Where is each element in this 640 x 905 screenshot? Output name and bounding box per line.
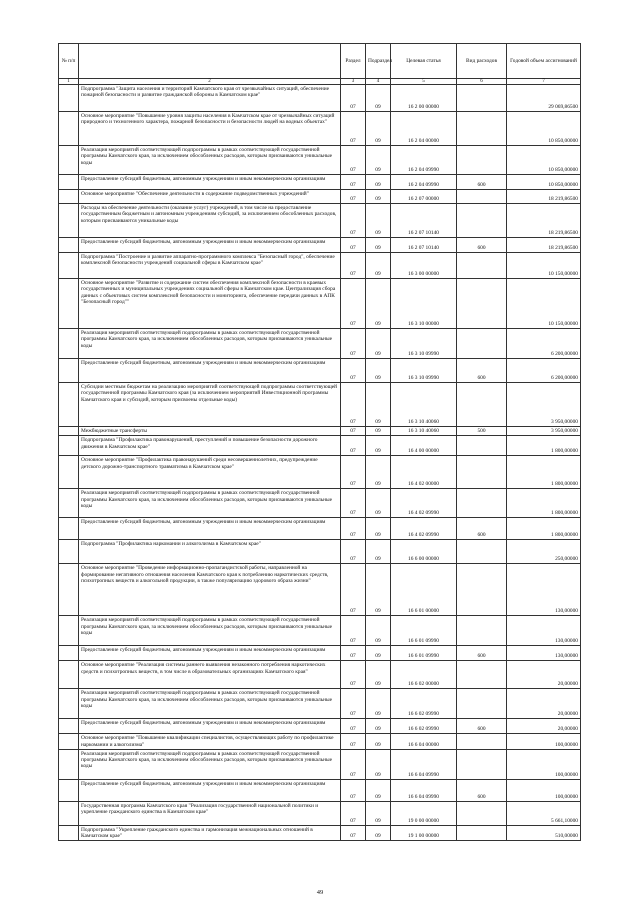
cell-name: Реализация мероприятий соответствующей подпрограммы в рамках соответствующей государственной программы Камчатского края, за исключением обособленных расходов, которым присваиваются уникальные коды bbox=[79, 749, 341, 779]
cell-csr: 19 0 00 00000 bbox=[391, 801, 457, 825]
cell-podrazdel: 09 bbox=[366, 689, 391, 719]
cell-amount: 3 950,00000 bbox=[507, 427, 581, 436]
cell-amount: 510,00000 bbox=[507, 825, 581, 841]
cell-name: Основное мероприятие "Обеспечение деятельности в содержание подведомственных учреждений" bbox=[79, 190, 341, 204]
table-row bbox=[59, 734, 581, 750]
cell-name: Реализация мероприятий соответствующей подпрограммы в рамках соответствующей государственной программы Камчатского края, за исключением обособленных расходов, которым присваиваются уникальные коды bbox=[79, 616, 341, 646]
cell-csr: 16 2 00 00000 bbox=[391, 85, 457, 112]
cell-num bbox=[59, 204, 79, 238]
cell-csr: 16 3 10 40060 bbox=[391, 427, 457, 436]
cell-name: Реализация мероприятий соответствующей подпрограммы в рамках соответствующей государственной программы Камчатского края, за исключением обособленных расходов, которым присваиваются уникальные коды bbox=[79, 329, 341, 359]
cell-razdel: 07 bbox=[341, 779, 366, 801]
cell-podrazdel: 09 bbox=[366, 779, 391, 801]
cell-amount: 100,00000 bbox=[507, 779, 581, 801]
cell-amount: 130,00000 bbox=[507, 646, 581, 661]
cell-vr bbox=[457, 749, 507, 779]
cell-vr bbox=[457, 279, 507, 329]
cell-amount: 5 661,10000 bbox=[507, 801, 581, 825]
cell-name: Реализация мероприятий соответствующей подпрограммы в рамках соответствующей государственной программы Камчатского края, за исключением обособленных расходов, которым присваиваются уникальные коды bbox=[79, 689, 341, 719]
cell-amount: 6 200,00000 bbox=[507, 329, 581, 359]
cell-podrazdel: 09 bbox=[366, 540, 391, 564]
cell-razdel: 07 bbox=[341, 253, 366, 279]
cell-csr: 16 6 01 09990 bbox=[391, 646, 457, 661]
cell-razdel: 07 bbox=[341, 85, 366, 112]
cell-name: Предоставление субсидий бюджетным, автономным учреждениям и иным некоммерческим организациям bbox=[79, 779, 341, 801]
cell-razdel: 07 bbox=[341, 456, 366, 489]
cell-csr: 16 6 04 00000 bbox=[391, 734, 457, 750]
table-row bbox=[59, 646, 581, 661]
cell-vr: 600 bbox=[457, 646, 507, 661]
cell-razdel: 07 bbox=[341, 329, 366, 359]
cell-podrazdel: 09 bbox=[366, 383, 391, 427]
cell-name: Расходы на обеспечение деятельности (оказание услуг) учреждений, в том числе на предоставление государственным бюджетным и автономным учреждениям субсидий, за исключением обособленных расходов, которым присваиваются уникальные коды bbox=[79, 204, 341, 238]
cell-num bbox=[59, 540, 79, 564]
cell-amount: 250,00000 bbox=[507, 540, 581, 564]
cell-razdel: 07 bbox=[341, 616, 366, 646]
cell-podrazdel: 09 bbox=[366, 646, 391, 661]
cell-name: Подпрограмма "Укрепление гражданского единства и гармонизация межнациональных отношений в Камчатском крае" bbox=[79, 825, 341, 841]
cell-vr bbox=[457, 540, 507, 564]
cell-vr bbox=[457, 564, 507, 616]
cell-podrazdel: 09 bbox=[366, 359, 391, 383]
cell-vr: 600 bbox=[457, 359, 507, 383]
cell-vr bbox=[457, 801, 507, 825]
cell-num bbox=[59, 825, 79, 841]
cell-vr bbox=[457, 825, 507, 841]
cell-amount: 6 200,00000 bbox=[507, 359, 581, 383]
cell-csr: 16 6 00 00000 bbox=[391, 540, 457, 564]
cell-name: Предоставление субсидий бюджетным, автономным учреждениям и иным некоммерческим организациям bbox=[79, 719, 341, 734]
header-row bbox=[59, 44, 581, 79]
table-row bbox=[59, 661, 581, 689]
cell-amount: 3 950,00000 bbox=[507, 383, 581, 427]
table-row bbox=[59, 146, 581, 175]
table-row bbox=[59, 359, 581, 383]
cell-csr: 16 3 10 40060 bbox=[391, 383, 457, 427]
cell-num bbox=[59, 359, 79, 383]
cell-amount: 18 219,86500 bbox=[507, 204, 581, 238]
cell-vr: 600 bbox=[457, 238, 507, 253]
cell-num bbox=[59, 253, 79, 279]
cell-vr bbox=[457, 661, 507, 689]
cell-vr: 600 bbox=[457, 175, 507, 190]
col-number: 2 bbox=[79, 79, 341, 85]
cell-razdel: 07 bbox=[341, 279, 366, 329]
cell-vr bbox=[457, 253, 507, 279]
col-number: 1 bbox=[59, 79, 79, 85]
cell-amount: 10 150,00000 bbox=[507, 279, 581, 329]
cell-num bbox=[59, 85, 79, 112]
cell-num bbox=[59, 646, 79, 661]
cell-csr: 16 6 02 00000 bbox=[391, 661, 457, 689]
table-row bbox=[59, 253, 581, 279]
cell-name: Основное мероприятие "Повышение уровня защиты населения в Камчатском крае от чрезвычайных ситуаций природного и техногенного характера, пожарной безопасности и безопасности людей на водных объектах" bbox=[79, 112, 341, 146]
cell-podrazdel: 09 bbox=[366, 734, 391, 750]
table-row bbox=[59, 383, 581, 427]
table-row bbox=[59, 719, 581, 734]
cell-csr: 16 6 01 00000 bbox=[391, 564, 457, 616]
cell-podrazdel: 09 bbox=[366, 801, 391, 825]
cell-csr: 16 4 00 00000 bbox=[391, 436, 457, 456]
cell-podrazdel: 09 bbox=[366, 85, 391, 112]
cell-podrazdel: 09 bbox=[366, 661, 391, 689]
cell-csr: 16 3 10 09990 bbox=[391, 329, 457, 359]
cell-podrazdel: 09 bbox=[366, 253, 391, 279]
cell-num bbox=[59, 238, 79, 253]
cell-podrazdel: 09 bbox=[366, 204, 391, 238]
cell-name: Подпрограмма "Профилактика наркомании и алкоголизма в Камчатском крае" bbox=[79, 540, 341, 564]
cell-csr: 16 3 10 00000 bbox=[391, 279, 457, 329]
table-row bbox=[59, 279, 581, 329]
cell-num bbox=[59, 719, 79, 734]
cell-num bbox=[59, 734, 79, 750]
cell-name: Основное мероприятие "Развитие и содержание систем обеспечения комплексной безопасности в краевых государственных и муниципальных учреждениях социальной сферы в Камчатском крае. Централизация сбора данных с объектовых систем комплексной безопасности и мониторинга, обеспечение передачи данных в АПК "Безопасный город"" bbox=[79, 279, 341, 329]
cell-name: Предоставление субсидий бюджетным, автономным учреждениям и иным некоммерческим организациям bbox=[79, 518, 341, 540]
cell-podrazdel: 09 bbox=[366, 518, 391, 540]
cell-amount: 1 800,00000 bbox=[507, 456, 581, 489]
cell-vr: 600 bbox=[457, 779, 507, 801]
cell-csr: 16 6 04 09990 bbox=[391, 779, 457, 801]
cell-num bbox=[59, 616, 79, 646]
cell-num bbox=[59, 175, 79, 190]
cell-razdel: 07 bbox=[341, 801, 366, 825]
table-row bbox=[59, 779, 581, 801]
cell-csr: 16 2 07 10140 bbox=[391, 204, 457, 238]
cell-razdel: 07 bbox=[341, 204, 366, 238]
cell-num bbox=[59, 383, 79, 427]
cell-name: Предоставление субсидий бюджетным, автономным учреждениям и иным некоммерческим организациям bbox=[79, 238, 341, 253]
cell-razdel: 07 bbox=[341, 661, 366, 689]
cell-podrazdel: 09 bbox=[366, 427, 391, 436]
cell-razdel: 07 bbox=[341, 518, 366, 540]
col-number: 7 bbox=[507, 79, 581, 85]
cell-num bbox=[59, 749, 79, 779]
cell-name: Предоставление субсидий бюджетным, автономным учреждениям и иным некоммерческим организациям bbox=[79, 359, 341, 383]
table-row bbox=[59, 801, 581, 825]
table-row bbox=[59, 329, 581, 359]
cell-csr: 16 2 04 09990 bbox=[391, 146, 457, 175]
cell-amount: 100,00000 bbox=[507, 734, 581, 750]
cell-name: Подпрограмма "Профилактика правонарушений, преступлений и повышение безопасности дорожного движения в Камчатском крае" bbox=[79, 436, 341, 456]
cell-razdel: 07 bbox=[341, 238, 366, 253]
cell-name: Основное мероприятие "Профилактика правонарушений среди несовершеннолетних, предупреждение детского дорожно-транспортного травматизма в Камчатском крае" bbox=[79, 456, 341, 489]
cell-podrazdel: 09 bbox=[366, 616, 391, 646]
table-row bbox=[59, 204, 581, 238]
header-podrazdel: Подраздел bbox=[366, 44, 391, 79]
cell-amount: 29 069,86500 bbox=[507, 85, 581, 112]
cell-podrazdel: 09 bbox=[366, 564, 391, 616]
cell-num bbox=[59, 779, 79, 801]
table-row bbox=[59, 436, 581, 456]
header-vr: Вид расходов bbox=[457, 44, 507, 79]
cell-num bbox=[59, 427, 79, 436]
cell-podrazdel: 09 bbox=[366, 175, 391, 190]
cell-name: Реализация мероприятий соответствующей подпрограммы в рамках соответствующей государственной программы Камчатского края, за исключением обособленных расходов, которым присваиваются уникальные коды bbox=[79, 489, 341, 518]
cell-razdel: 07 bbox=[341, 175, 366, 190]
cell-vr bbox=[457, 190, 507, 204]
cell-vr bbox=[457, 204, 507, 238]
table-row bbox=[59, 540, 581, 564]
table-row bbox=[59, 518, 581, 540]
cell-num bbox=[59, 689, 79, 719]
table-row bbox=[59, 238, 581, 253]
cell-csr: 16 4 02 09990 bbox=[391, 518, 457, 540]
cell-num bbox=[59, 489, 79, 518]
cell-amount: 1 800,00000 bbox=[507, 489, 581, 518]
header-csr: Целевая статья bbox=[391, 44, 457, 79]
cell-podrazdel: 09 bbox=[366, 825, 391, 841]
header-num: № п/п bbox=[59, 44, 79, 79]
budget-table bbox=[58, 43, 581, 841]
cell-amount: 20,00000 bbox=[507, 689, 581, 719]
cell-vr bbox=[457, 383, 507, 427]
table-row bbox=[59, 825, 581, 841]
cell-razdel: 07 bbox=[341, 749, 366, 779]
cell-csr: 19 1 00 00000 bbox=[391, 825, 457, 841]
cell-amount: 130,00000 bbox=[507, 564, 581, 616]
table-row bbox=[59, 190, 581, 204]
cell-razdel: 07 bbox=[341, 359, 366, 383]
cell-amount: 1 800,00000 bbox=[507, 436, 581, 456]
cell-amount: 10 150,00000 bbox=[507, 253, 581, 279]
col-number: 6 bbox=[457, 79, 507, 85]
cell-vr bbox=[457, 146, 507, 175]
cell-csr: 16 6 02 09990 bbox=[391, 689, 457, 719]
cell-razdel: 07 bbox=[341, 427, 366, 436]
cell-num bbox=[59, 190, 79, 204]
cell-vr bbox=[457, 456, 507, 489]
cell-csr: 16 4 02 09990 bbox=[391, 489, 457, 518]
header-amount: Годовой объем ассигнований bbox=[507, 44, 581, 79]
table-row bbox=[59, 689, 581, 719]
table-row bbox=[59, 112, 581, 146]
page-number: 49 bbox=[316, 889, 324, 896]
cell-vr bbox=[457, 436, 507, 456]
cell-amount: 10 850,00000 bbox=[507, 146, 581, 175]
cell-csr: 16 6 02 09990 bbox=[391, 719, 457, 734]
cell-podrazdel: 09 bbox=[366, 190, 391, 204]
cell-csr: 16 6 04 09990 bbox=[391, 749, 457, 779]
cell-num bbox=[59, 436, 79, 456]
cell-vr: 600 bbox=[457, 518, 507, 540]
table-row bbox=[59, 456, 581, 489]
cell-vr bbox=[457, 85, 507, 112]
cell-name: Основное мероприятие "Проведение информационно-пропагандистской работы, направленной на формирование негативного отношения населения Камчатского края к потреблению наркотических средств, психотропных веществ и алкогольной продукции, в также популяризацию здорового образа жизни" bbox=[79, 564, 341, 616]
cell-csr: 16 2 07 00000 bbox=[391, 190, 457, 204]
cell-vr bbox=[457, 112, 507, 146]
cell-amount: 20,00000 bbox=[507, 719, 581, 734]
table-row bbox=[59, 564, 581, 616]
cell-name: Государственная программа Камчатского края "Реализация государственной национальной политики и укрепление гражданского единства в Камчатском крае" bbox=[79, 801, 341, 825]
cell-podrazdel: 09 bbox=[366, 719, 391, 734]
table-row bbox=[59, 749, 581, 779]
cell-razdel: 07 bbox=[341, 734, 366, 750]
cell-csr: 16 4 02 00000 bbox=[391, 456, 457, 489]
cell-name: Субсидии местным бюджетам на реализацию мероприятий соответствующей подпрограммы соответствующей государственной программы Камчатского края (за исключением мероприятий Инвестиционной программы Камчатского края и субсидий, которым присвоены отдельные коды) bbox=[79, 383, 341, 427]
table-body bbox=[59, 85, 581, 841]
table-row bbox=[59, 85, 581, 112]
cell-name: Подпрограмма "Построение и развитие аппаратно-программного комплекса "Безопасный город", обеспечение комплексной безопасности учреждений социальной сферы в Камчатском крае" bbox=[79, 253, 341, 279]
table-row bbox=[59, 427, 581, 436]
cell-vr bbox=[457, 616, 507, 646]
cell-podrazdel: 09 bbox=[366, 146, 391, 175]
cell-name: Реализация мероприятий соответствующей подпрограммы в рамках соответствующей государственной программы Камчатского края, за исключением обособленных расходов, которым присваиваются уникальные коды bbox=[79, 146, 341, 175]
cell-csr: 16 6 01 09990 bbox=[391, 616, 457, 646]
table-row bbox=[59, 616, 581, 646]
cell-razdel: 07 bbox=[341, 383, 366, 427]
cell-razdel: 07 bbox=[341, 190, 366, 204]
cell-amount: 18 219,86500 bbox=[507, 238, 581, 253]
cell-podrazdel: 09 bbox=[366, 436, 391, 456]
cell-num bbox=[59, 146, 79, 175]
cell-num bbox=[59, 801, 79, 825]
cell-podrazdel: 09 bbox=[366, 749, 391, 779]
cell-podrazdel: 09 bbox=[366, 279, 391, 329]
cell-amount: 10 850,00000 bbox=[507, 175, 581, 190]
cell-name: Подпрограмма "Защита населения и территорий Камчатского края от чрезвычайных ситуаций, обеспечение пожарной безопасности и развитие гражданской обороны в Камчатском крае" bbox=[79, 85, 341, 112]
cell-vr bbox=[457, 734, 507, 750]
cell-num bbox=[59, 518, 79, 540]
cell-name: Межбюджетные трансферты bbox=[79, 427, 341, 436]
cell-razdel: 07 bbox=[341, 146, 366, 175]
cell-vr: 600 bbox=[457, 719, 507, 734]
cell-num bbox=[59, 456, 79, 489]
cell-vr bbox=[457, 489, 507, 518]
cell-podrazdel: 09 bbox=[366, 456, 391, 489]
cell-razdel: 07 bbox=[341, 564, 366, 616]
cell-num bbox=[59, 661, 79, 689]
cell-csr: 16 3 10 09990 bbox=[391, 359, 457, 383]
cell-vr bbox=[457, 329, 507, 359]
cell-csr: 16 3 00 00000 bbox=[391, 253, 457, 279]
cell-amount: 130,00000 bbox=[507, 616, 581, 646]
cell-amount: 18 219,86500 bbox=[507, 190, 581, 204]
col-number: 4 bbox=[366, 79, 391, 85]
cell-amount: 10 850,00000 bbox=[507, 112, 581, 146]
cell-name: Основное мероприятие "Реализация системы раннего выявления незаконного потребления наркотических средств и психотропных веществ, в том числе в образовательных организациях Камчатского края" bbox=[79, 661, 341, 689]
table-row bbox=[59, 489, 581, 518]
cell-podrazdel: 09 bbox=[366, 489, 391, 518]
cell-num bbox=[59, 329, 79, 359]
cell-razdel: 07 bbox=[341, 489, 366, 518]
cell-num bbox=[59, 564, 79, 616]
cell-name: Предоставление субсидий бюджетным, автономным учреждениям и иным некоммерческим организациям bbox=[79, 646, 341, 661]
cell-razdel: 07 bbox=[341, 719, 366, 734]
cell-podrazdel: 09 bbox=[366, 238, 391, 253]
cell-name: Основное мероприятие "Повышение квалификации специалистов, осуществляющих работу по профилактике наркомании и алкоголизма" bbox=[79, 734, 341, 750]
cell-razdel: 07 bbox=[341, 112, 366, 146]
cell-vr: 500 bbox=[457, 427, 507, 436]
col-number: 5 bbox=[391, 79, 457, 85]
cell-num bbox=[59, 279, 79, 329]
header-razdel: Раздел bbox=[341, 44, 366, 79]
cell-amount: 100,00000 bbox=[507, 749, 581, 779]
cell-amount: 20,00000 bbox=[507, 661, 581, 689]
cell-razdel: 07 bbox=[341, 825, 366, 841]
col-number: 3 bbox=[341, 79, 366, 85]
cell-csr: 16 2 07 10140 bbox=[391, 238, 457, 253]
cell-razdel: 07 bbox=[341, 436, 366, 456]
header-name bbox=[79, 44, 341, 79]
cell-csr: 16 2 04 09990 bbox=[391, 175, 457, 190]
cell-num bbox=[59, 112, 79, 146]
table-row bbox=[59, 175, 581, 190]
cell-razdel: 07 bbox=[341, 689, 366, 719]
cell-csr: 16 2 04 00000 bbox=[391, 112, 457, 146]
cell-podrazdel: 09 bbox=[366, 329, 391, 359]
cell-name: Предоставление субсидий бюджетным, автономным учреждениям и иным некоммерческим организациям bbox=[79, 175, 341, 190]
cell-amount: 1 800,00000 bbox=[507, 518, 581, 540]
cell-razdel: 07 bbox=[341, 646, 366, 661]
cell-vr bbox=[457, 689, 507, 719]
cell-razdel: 07 bbox=[341, 540, 366, 564]
cell-podrazdel: 09 bbox=[366, 112, 391, 146]
